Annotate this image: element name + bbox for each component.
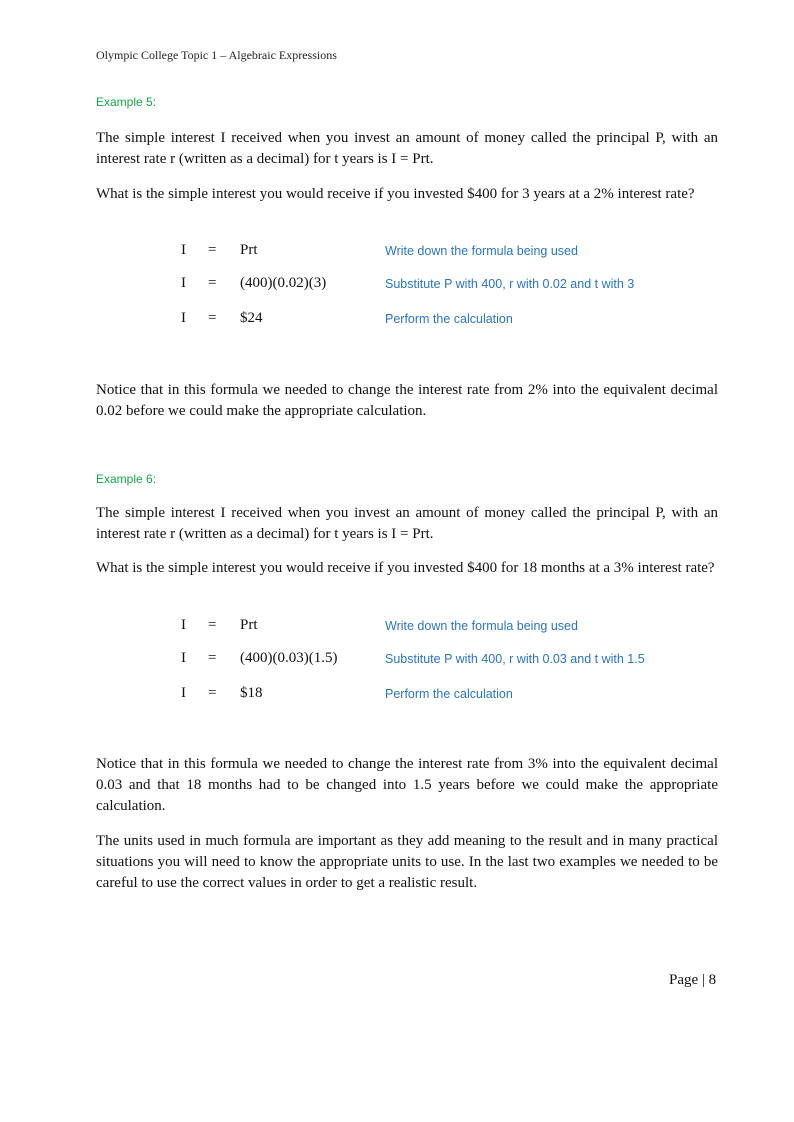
step-note: Write down the formula being used — [385, 244, 578, 258]
example-6-question: What is the simple interest you would receive if you invested $400 for 18 months at a 3% interest rate? — [96, 560, 715, 576]
equation-rhs: $24 — [240, 310, 263, 326]
document-header: Olympic College Topic 1 – Algebraic Expressions — [96, 48, 337, 62]
example-6-step-2 — [0, 650, 794, 672]
example-5-step-2 — [0, 275, 794, 297]
step-note: Substitute P with 400, r with 0.02 and t with 3 — [385, 277, 635, 291]
equation-lhs: I — [181, 617, 186, 633]
step-note: Write down the formula being used — [385, 619, 578, 633]
page-number: Page | 8 — [669, 972, 717, 988]
equation-lhs: I — [181, 650, 186, 666]
equals-sign: = — [208, 617, 217, 633]
equals-sign: = — [208, 650, 217, 666]
equals-sign: = — [208, 275, 217, 291]
example-6-label: Example 6: — [96, 472, 157, 486]
equals-sign: = — [208, 242, 217, 258]
example-5-label: Example 5: — [96, 95, 157, 109]
units-note: The units used in much formula are important as they add meaning to the result and in many practical situations you will need to know the appropriate units to use. In the last two examples we needed to be careful to use the correct values in order to get a realistic result. — [96, 833, 718, 891]
example-6-notice: Notice that in this formula we needed to change the interest rate from 3% into the equivalent decimal 0.03 and that 18 months had to be changed into 1.5 years before we could make the appropriate calculation. — [96, 756, 718, 814]
step-note: Perform the calculation — [385, 687, 513, 701]
example-5-notice: Notice that in this formula we needed to change the interest rate from 2% into the equivalent decimal 0.02 before we could make the appropriate calculation. — [96, 382, 718, 419]
example-5-step-1 — [0, 242, 794, 264]
example-6-step-3 — [0, 685, 794, 707]
example-5-question: What is the simple interest you would receive if you invested $400 for 3 years at a 2% interest rate? — [96, 186, 695, 202]
step-note: Perform the calculation — [385, 312, 513, 326]
equation-rhs: (400)(0.02)(3) — [240, 275, 327, 291]
equals-sign: = — [208, 685, 217, 701]
equation-lhs: I — [181, 242, 186, 258]
equation-lhs: I — [181, 685, 186, 701]
equation-rhs: (400)(0.03)(1.5) — [240, 650, 338, 666]
equation-lhs: I — [181, 275, 186, 291]
equation-rhs: Prt — [240, 242, 258, 258]
example-6-intro: The simple interest I received when you invest an amount of money called the principal P, with an interest rate r (written as a decimal) for t years is I = Prt. — [96, 505, 718, 542]
example-5-intro: The simple interest I received when you invest an amount of money called the principal P, with an interest rate r (written as a decimal) for t years is I = Prt. — [96, 130, 718, 167]
equals-sign: = — [208, 310, 217, 326]
example-5-step-3 — [0, 310, 794, 332]
equation-lhs: I — [181, 310, 186, 326]
example-6-step-1 — [0, 617, 794, 639]
step-note: Substitute P with 400, r with 0.03 and t with 1.5 — [385, 652, 645, 666]
equation-rhs: $18 — [240, 685, 263, 701]
equation-rhs: Prt — [240, 617, 258, 633]
